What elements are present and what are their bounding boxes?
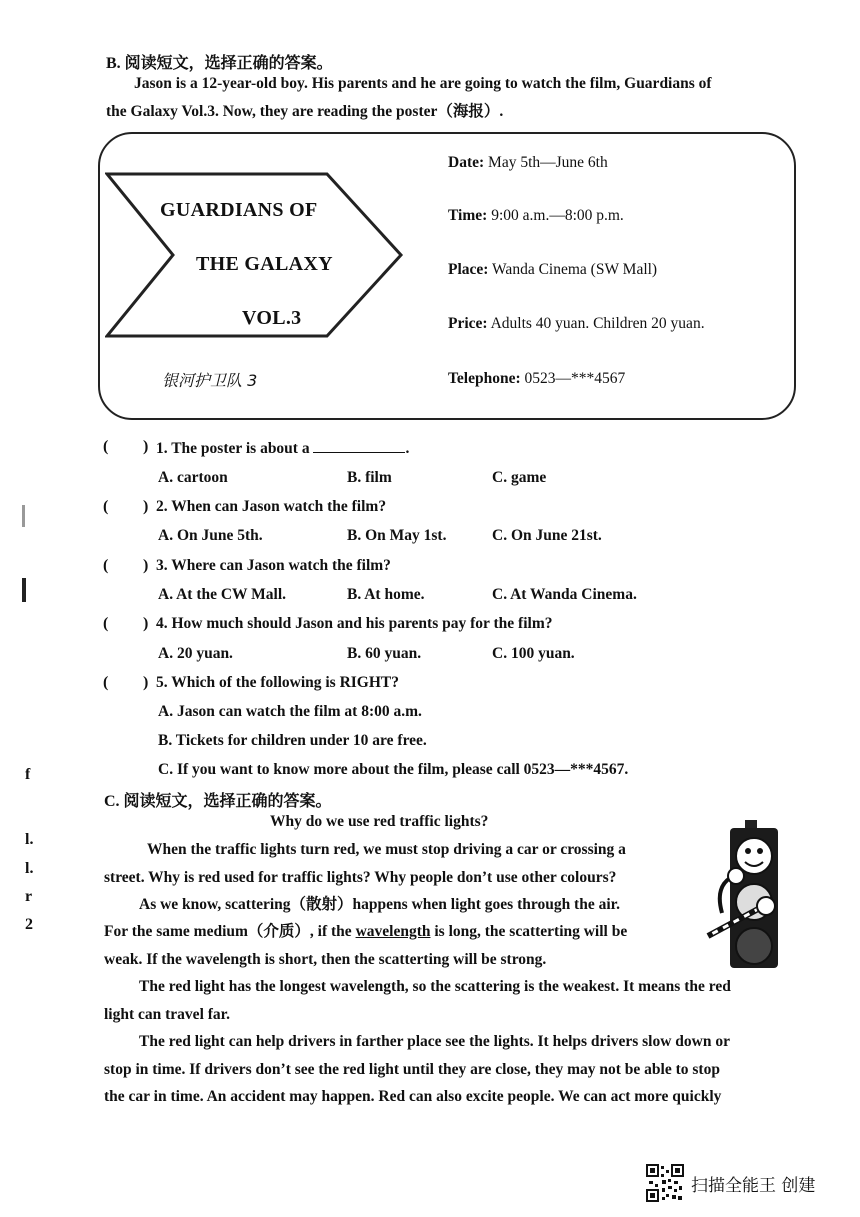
passage-p2-line3: weak. If the wavelength is short, then the scatterting will be strong.	[104, 951, 547, 968]
poster-price: Price: Adults 40 yuan. Children 20 yuan.	[448, 315, 705, 332]
q3-option-c: C. At Wanda Cinema.	[492, 586, 637, 603]
poster-time: Time: 9:00 a.m.—8:00 p.m.	[448, 207, 624, 224]
answer-bracket-open: (	[103, 557, 109, 574]
q2-option-a: A. On June 5th.	[158, 527, 263, 544]
section-b-intro-line2: the Galaxy Vol.3. Now, they are reading the poster（海报）.	[106, 103, 504, 120]
poster-title-line3: VOL.3	[242, 307, 302, 329]
q5-option-a: A. Jason can watch the film at 8:00 a.m.	[158, 703, 422, 720]
q1-option-a: A. cartoon	[158, 469, 228, 486]
section-c-header: C. 阅读短文，选择正确的答案。	[104, 793, 332, 810]
q3-option-b: B. At home.	[347, 586, 425, 603]
passage-p3-line2: light can travel far.	[104, 1006, 230, 1023]
margin-fragment: l.	[25, 831, 34, 848]
passage-p1-line1: When the traffic lights turn red, we must stop driving a car or crossing a	[147, 841, 626, 858]
q4-option-a: A. 20 yuan.	[158, 645, 233, 662]
answer-bracket-open: (	[103, 438, 109, 455]
question-1: 1. The poster is about a .	[156, 440, 410, 457]
q2-option-b: B. On May 1st.	[347, 527, 447, 544]
passage-p4-line1: The red light can help drivers in farther place see the lights. It helps drivers slow down or	[139, 1033, 730, 1050]
answer-bracket-open: (	[103, 615, 109, 632]
answer-bracket-close: )	[143, 438, 149, 455]
poster-telephone: Telephone: 0523—***4567	[448, 370, 626, 387]
passage-p2-line2: For the same medium（介质）, if the wavelength is long, the scatterting will be	[104, 923, 628, 940]
poster-title-line2: THE GALAXY	[196, 253, 333, 275]
answer-bracket-close: )	[143, 498, 149, 515]
question-2: 2. When can Jason watch the film?	[156, 498, 387, 515]
qr-code-icon	[646, 1164, 684, 1202]
q2-option-c: C. On June 21st.	[492, 527, 602, 544]
answer-bracket-open: (	[103, 498, 109, 515]
question-3: 3. Where can Jason watch the film?	[156, 557, 391, 574]
scanner-watermark: 扫描全能王 创建	[691, 1176, 816, 1196]
q4-option-c: C. 100 yuan.	[492, 645, 575, 662]
section-b-intro-line1: Jason is a 12-year-old boy. His parents and he are going to watch the film, Guardians of	[134, 75, 712, 92]
q5-option-c: C. If you want to know more about the film, please call 0523—***4567.	[158, 761, 629, 778]
margin-fragment: l.	[25, 860, 34, 877]
poster-title-line1: GUARDIANS OF	[160, 199, 318, 221]
answer-bracket-close: )	[143, 674, 149, 691]
margin-fragment: f	[25, 766, 31, 783]
scan-artifact-mark	[22, 578, 26, 602]
wavelength-underlined: wavelength	[355, 923, 431, 940]
passage-p4-line3: the car in time. An accident may happen. Red can also excite people. We can act more quickly	[104, 1088, 722, 1105]
section-b-header: B. 阅读短文，选择正确的答案。	[106, 55, 333, 72]
answer-blank	[313, 439, 405, 453]
passage-p3-line1: The red light has the longest wavelength, so the scattering is the weakest. It means the red	[139, 978, 731, 995]
passage-p2-line1: As we know, scattering（散射）happens when light goes through the air.	[139, 896, 620, 913]
poster-date: Date: May 5th—June 6th	[448, 154, 608, 171]
traffic-light-cartoon-icon	[700, 818, 805, 973]
q1-option-b: B. film	[347, 469, 392, 486]
poster-place: Place: Wanda Cinema (SW Mall)	[448, 261, 658, 278]
margin-fragment: r	[25, 888, 33, 905]
scan-artifact-mark	[22, 505, 25, 527]
poster-chinese-title: 银河护卫队 3	[162, 371, 258, 390]
q4-option-b: B. 60 yuan.	[347, 645, 422, 662]
answer-bracket-close: )	[143, 557, 149, 574]
passage-p1-line2: street. Why is red used for traffic lights? Why people don’t use other colours?	[104, 869, 617, 886]
q5-option-b: B. Tickets for children under 10 are free.	[158, 732, 427, 749]
answer-bracket-open: (	[103, 674, 109, 691]
margin-fragment: 2	[25, 916, 33, 933]
q3-option-a: A. At the CW Mall.	[158, 586, 287, 603]
question-5: 5. Which of the following is RIGHT?	[156, 674, 400, 691]
question-4: 4. How much should Jason and his parents pay for the film?	[156, 615, 553, 632]
passage-p4-line2: stop in time. If drivers don’t see the red light until they are close, they may not be able to stop	[104, 1061, 720, 1078]
answer-bracket-close: )	[143, 615, 149, 632]
passage-title: Why do we use red traffic lights?	[270, 813, 489, 830]
q1-option-c: C. game	[492, 469, 547, 486]
